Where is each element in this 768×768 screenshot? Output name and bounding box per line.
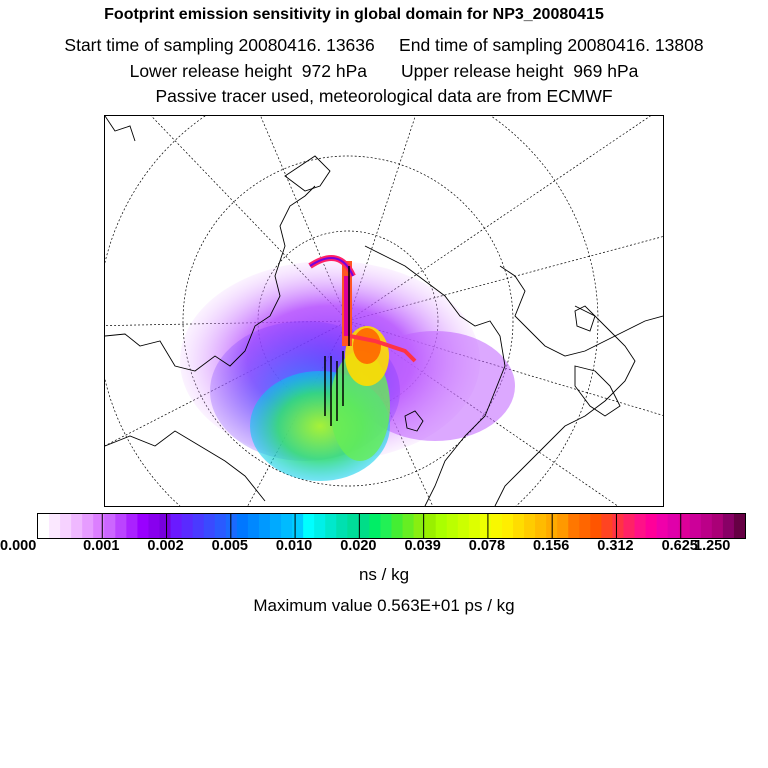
colorbar-swatch bbox=[336, 514, 348, 538]
colorbar-swatch bbox=[601, 514, 613, 538]
colorbar-swatch bbox=[347, 514, 359, 538]
colorbar-swatch bbox=[734, 514, 745, 538]
colorbar-swatch bbox=[513, 514, 525, 538]
colorbar-unit: ns / kg bbox=[358, 565, 410, 584]
colorbar-tick-label: 0.000 bbox=[0, 538, 37, 554]
colorbar-swatch bbox=[292, 514, 304, 538]
colorbar-swatch bbox=[314, 514, 326, 538]
colorbar-tick-label: 0.156 bbox=[533, 538, 570, 554]
sampling-time-line: Start time of sampling 20080416. 13636 End time of sampling 20080416. 13808 bbox=[64, 35, 704, 55]
coastline-northwest bbox=[105, 116, 135, 141]
colorbar-swatch bbox=[259, 514, 271, 538]
colorbar-swatch bbox=[193, 514, 205, 538]
colorbar-swatch bbox=[657, 514, 669, 538]
colorbar-swatch bbox=[358, 514, 370, 538]
release-height-line: Lower release height 972 hPa Upper release height 969 hPa bbox=[129, 61, 639, 81]
colorbar-tick-label: 1.250 bbox=[694, 538, 731, 554]
footprint-orange bbox=[353, 328, 381, 364]
colorbar-swatch bbox=[712, 514, 724, 538]
colorbar-swatch bbox=[469, 514, 481, 538]
colorbar-swatch bbox=[623, 514, 635, 538]
colorbar-swatch bbox=[568, 514, 580, 538]
colorbar-swatch bbox=[502, 514, 514, 538]
colorbar-swatch bbox=[325, 514, 337, 538]
colorbar-swatch bbox=[524, 514, 536, 538]
colorbar-swatch bbox=[392, 514, 404, 538]
colorbar-tick-label: 0.020 bbox=[340, 538, 377, 554]
colorbar-swatch bbox=[93, 514, 105, 538]
polar-map bbox=[105, 116, 663, 506]
colorbar-tick-label: 0.078 bbox=[468, 538, 506, 554]
colorbar-swatch bbox=[458, 514, 470, 538]
colorbar-swatch bbox=[248, 514, 260, 538]
colorbar-swatch bbox=[215, 514, 227, 538]
colorbar-swatch bbox=[270, 514, 282, 538]
colorbar-tick-label: 0.010 bbox=[275, 538, 313, 554]
colorbar-swatch bbox=[303, 514, 315, 538]
colorbar-swatch bbox=[82, 514, 94, 538]
colorbar-swatch bbox=[182, 514, 194, 538]
colorbar-swatch bbox=[49, 514, 61, 538]
colorbar-swatch bbox=[137, 514, 149, 538]
colorbar-swatch bbox=[171, 514, 183, 538]
colorbar-swatch bbox=[148, 514, 160, 538]
tracer-info-line: Passive tracer used, meteorological data are from ECMWF bbox=[155, 86, 613, 106]
colorbar-swatch bbox=[71, 514, 83, 538]
colorbar-swatch bbox=[126, 514, 138, 538]
colorbar-swatch bbox=[403, 514, 415, 538]
colorbar-swatch bbox=[690, 514, 702, 538]
colorbar-swatch bbox=[612, 514, 624, 538]
colorbar-swatch bbox=[281, 514, 293, 538]
colorbar-swatch bbox=[369, 514, 381, 538]
colorbar-swatch bbox=[480, 514, 492, 538]
colorbar-swatch bbox=[380, 514, 392, 538]
colorbar-swatch bbox=[436, 514, 448, 538]
plot-title: Footprint emission sensitivity in global domain for NP3_20080415 bbox=[104, 6, 604, 23]
colorbar-tick-label: 0.625 bbox=[661, 538, 698, 554]
island-northeast bbox=[575, 306, 595, 331]
colorbar bbox=[37, 513, 746, 539]
colorbar-swatch bbox=[635, 514, 647, 538]
colorbar-swatch bbox=[38, 514, 50, 538]
colorbar-swatch bbox=[491, 514, 503, 538]
colorbar-tick-label: 0.001 bbox=[83, 538, 120, 554]
colorbar-swatch bbox=[590, 514, 602, 538]
colorbar-tick-label: 0.002 bbox=[147, 538, 184, 554]
colorbar-swatch bbox=[646, 514, 658, 538]
colorbar-swatch bbox=[237, 514, 249, 538]
colorbar-swatch bbox=[160, 514, 172, 538]
colorbar-swatch bbox=[425, 514, 437, 538]
colorbar-tick-label: 0.039 bbox=[404, 538, 441, 554]
island-north bbox=[285, 156, 330, 191]
footprint-field bbox=[180, 258, 515, 481]
coastline-northeast bbox=[500, 266, 663, 356]
colorbar-swatch bbox=[447, 514, 459, 538]
colorbar-swatch bbox=[723, 514, 735, 538]
colorbar-swatch bbox=[579, 514, 591, 538]
colorbar-tick-label: 0.005 bbox=[211, 538, 248, 554]
colorbar-swatch bbox=[115, 514, 127, 538]
colorbar-swatch bbox=[60, 514, 72, 538]
colorbar-swatch bbox=[701, 514, 713, 538]
colorbar-swatch bbox=[104, 514, 116, 538]
colorbar-tick-label: 0.312 bbox=[597, 538, 634, 554]
colorbar-swatches bbox=[38, 514, 745, 538]
maximum-value: Maximum value 0.563E+01 ps / kg bbox=[253, 596, 515, 615]
colorbar-swatch bbox=[535, 514, 547, 538]
map-frame bbox=[104, 115, 664, 507]
colorbar-swatch bbox=[226, 514, 238, 538]
colorbar-swatch bbox=[668, 514, 680, 538]
colorbar-swatch bbox=[557, 514, 569, 538]
colorbar-swatch bbox=[204, 514, 216, 538]
